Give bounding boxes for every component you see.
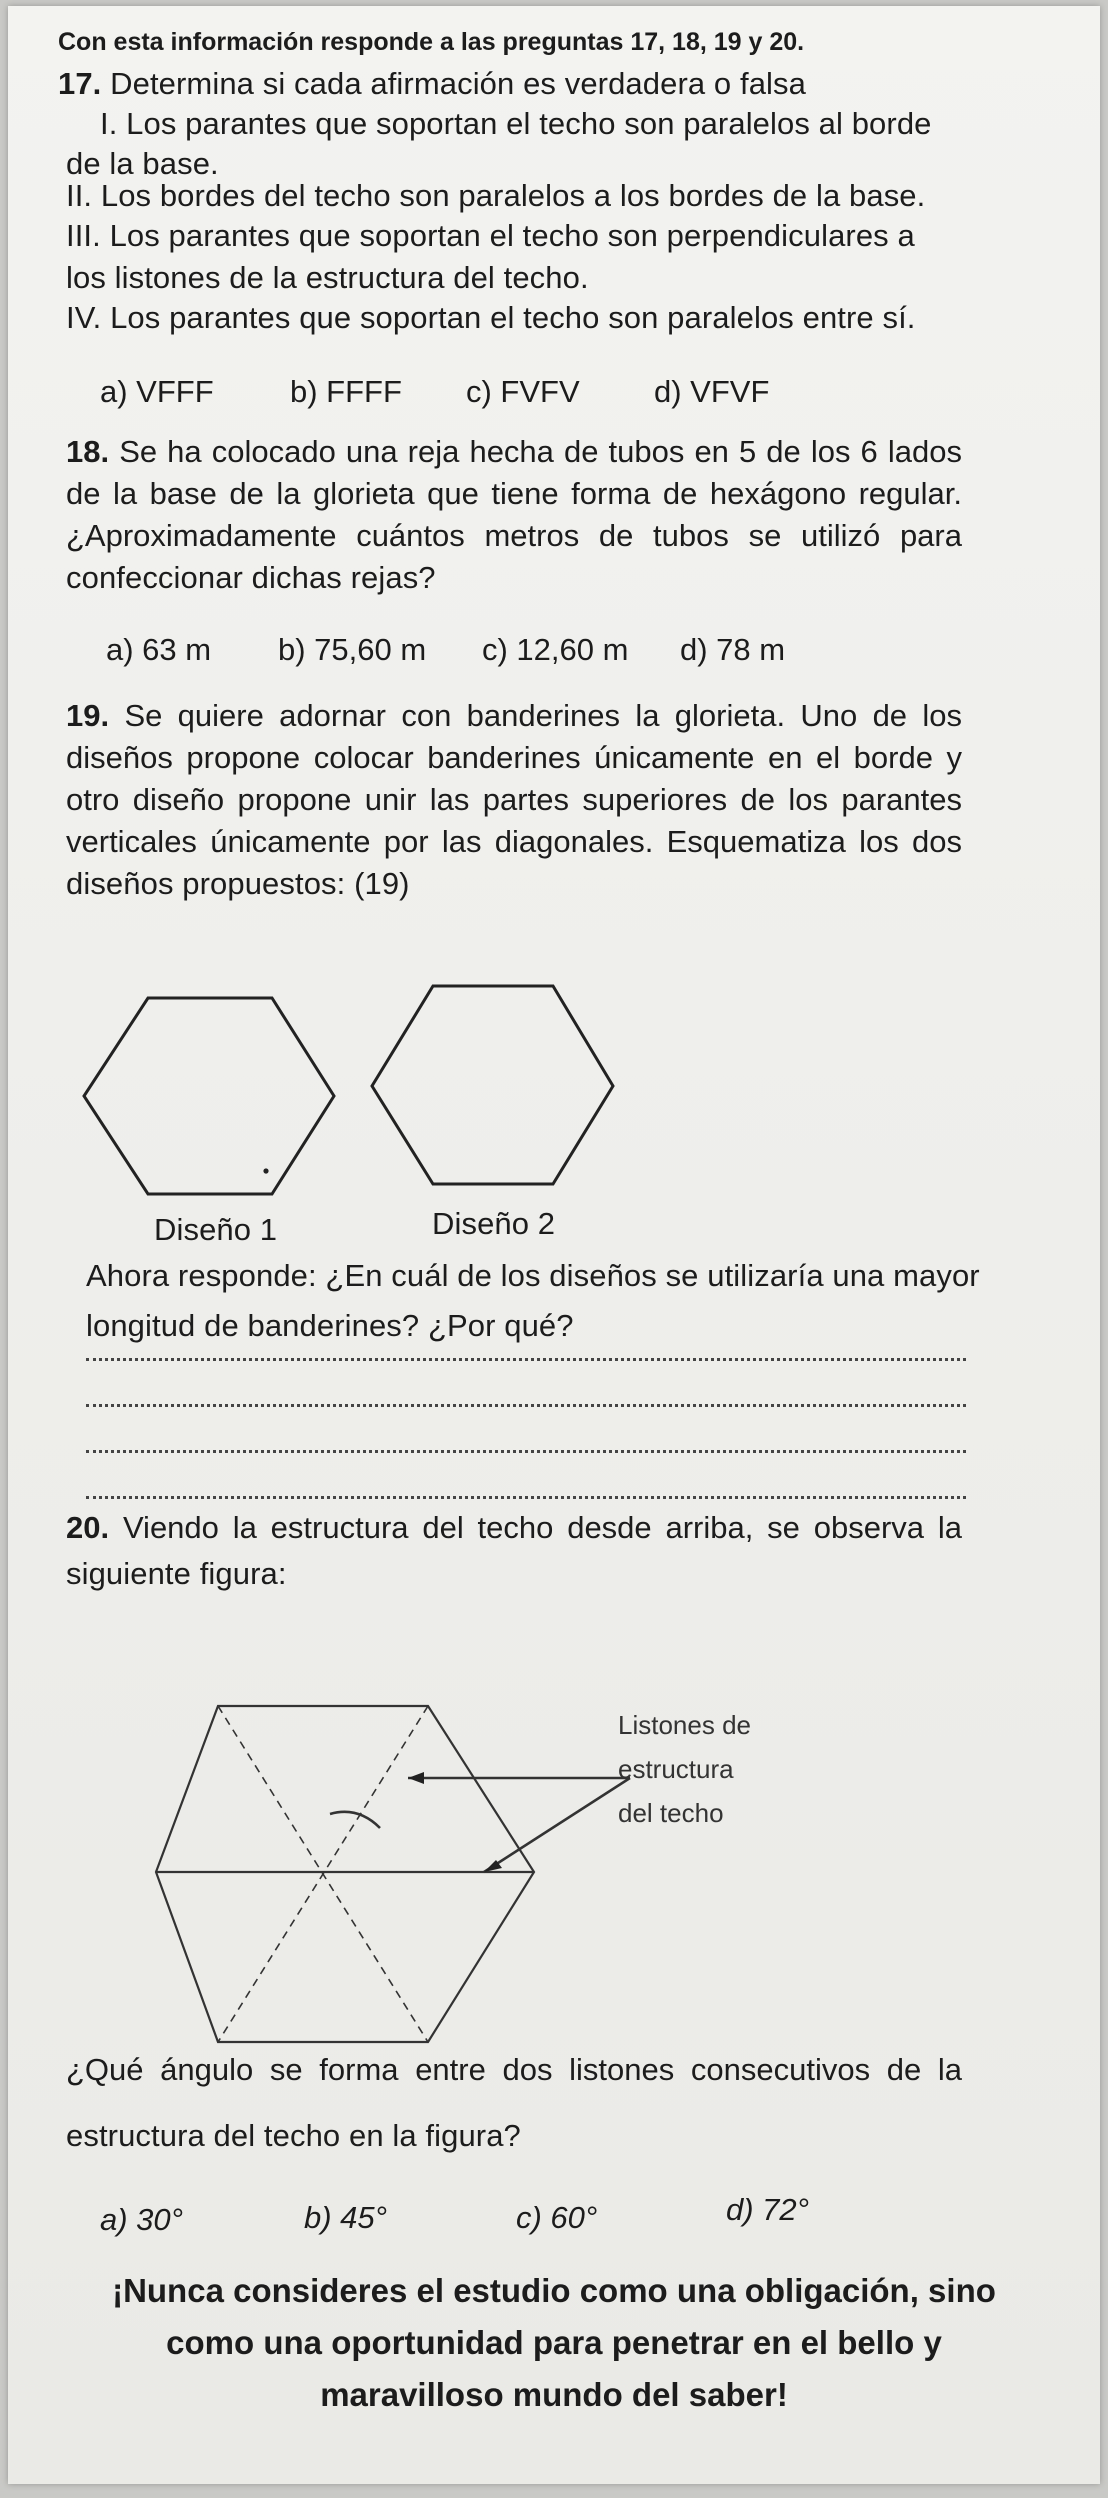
- q17-option-c[interactable]: c) FVFV: [466, 374, 580, 409]
- motto-line-1: ¡Nunca consideres el estudio como una obligación, sino: [112, 2272, 996, 2309]
- q18-option-a[interactable]: a) 63 m: [106, 632, 212, 667]
- q17-option-a[interactable]: a) VFFF: [100, 374, 214, 409]
- motto-line-2: como una oportunidad para penetrar en el bello y: [166, 2324, 942, 2361]
- design-2-label: Diseño 2: [432, 1206, 556, 1241]
- intro-line: Con esta información responde a las preguntas 17, 18, 19 y 20.: [58, 28, 805, 56]
- q18-option-c[interactable]: c) 12,60 m: [482, 632, 629, 667]
- callout-label-2: estructura: [618, 1754, 734, 1784]
- q18-line-2: de la base de la glorieta que tiene forma de hexágono regular.: [66, 476, 962, 511]
- q18-option-d[interactable]: d) 78 m: [680, 632, 786, 667]
- q20-question-line-1: ¿Qué ángulo se forma entre dos listones consecutivos de la: [66, 2052, 962, 2087]
- q20-option-a[interactable]: a) 30°: [100, 2202, 184, 2237]
- q18-line-3: ¿Aproximadamente cuántos metros de tubos se utilizó para: [66, 518, 962, 553]
- q17-option-b[interactable]: b) FFFF: [290, 374, 402, 409]
- design-1-label: Diseño 1: [154, 1212, 278, 1247]
- q20-line-1-text: Viendo la estructura del techo desde arriba, se observa la: [122, 1510, 962, 1545]
- worksheet-page: [8, 6, 1100, 2484]
- q20-roof-figure: [8, 1696, 1100, 2056]
- q17-statement-4: IV. Los parantes que soportan el techo son paralelos entre sí.: [66, 300, 916, 335]
- q17-statement-3b: los listones de la estructura del techo.: [66, 260, 589, 295]
- q19-question-line-1: Ahora responde: ¿En cuál de los diseños se utilizaría una mayor: [86, 1258, 980, 1293]
- design-1-hexagon: [84, 998, 334, 1194]
- design-2-hexagon: [372, 986, 613, 1184]
- answer-line-1[interactable]: [86, 1358, 966, 1361]
- design-1-dot: [263, 1168, 268, 1173]
- q18-number: 18.: [66, 434, 110, 469]
- q17-option-d[interactable]: d) VFVF: [654, 374, 770, 409]
- q17-statement-1a: I. Los parantes que soportan el techo son paralelos al borde: [100, 106, 932, 141]
- q19-line-2: diseños propone colocar banderines únicamente en el borde y: [66, 740, 962, 775]
- q20-option-d[interactable]: d) 72°: [726, 2192, 810, 2227]
- q17-stem: [58, 66, 806, 102]
- answer-line-3[interactable]: [86, 1450, 966, 1453]
- q18-line-1: [66, 434, 962, 470]
- q20-number: 20.: [66, 1510, 110, 1545]
- q20-line-1: [66, 1510, 962, 1546]
- motto-line-3: maravilloso mundo del saber!: [320, 2376, 788, 2413]
- callout-label-1: Listones de: [618, 1710, 751, 1740]
- q17-stem-text: Determina si cada afirmación es verdadera o falsa: [110, 66, 806, 101]
- q19-line-1-text: Se quiere adornar con banderines la glorieta. Uno de los: [124, 698, 962, 733]
- q20-question-line-2: estructura del techo en la figura?: [66, 2118, 521, 2153]
- answer-line-2[interactable]: [86, 1404, 966, 1407]
- q20-option-c[interactable]: c) 60°: [516, 2200, 598, 2235]
- q17-statement-2: II. Los bordes del techo son paralelos a los bordes de la base.: [66, 178, 926, 213]
- arrowhead-upper: [408, 1772, 424, 1784]
- q19-line-5: diseños propuestos: (19): [66, 866, 410, 901]
- q18-line-4: confeccionar dichas rejas?: [66, 560, 436, 595]
- answer-line-4[interactable]: [86, 1496, 966, 1499]
- q19-line-4: verticales únicamente por las diagonales. Esquematiza los dos: [66, 824, 962, 859]
- q19-number: 19.: [66, 698, 110, 733]
- q18-line-1-text: Se ha colocado una reja hecha de tubos en 5 de los 6 lados: [119, 434, 962, 469]
- q17-statement-3a: III. Los parantes que soportan el techo son perpendiculares a: [66, 218, 915, 253]
- q17-statement-1b: de la base.: [66, 146, 219, 181]
- q20-line-2: siguiente figura:: [66, 1556, 287, 1591]
- q19-question-line-2: longitud de banderines? ¿Por qué?: [86, 1308, 574, 1343]
- q19-line-3: otro diseño propone unir las partes superiores de los parantes: [66, 782, 962, 817]
- q18-option-b[interactable]: b) 75,60 m: [278, 632, 427, 667]
- angle-arc: [330, 1812, 380, 1828]
- q17-number: 17.: [58, 66, 102, 101]
- callout-arrow-lower: [484, 1778, 630, 1872]
- q19-line-1: [66, 698, 962, 734]
- callout-label-3: del techo: [618, 1798, 724, 1828]
- q20-option-b[interactable]: b) 45°: [304, 2200, 388, 2235]
- roof-hexagon: [156, 1706, 534, 2042]
